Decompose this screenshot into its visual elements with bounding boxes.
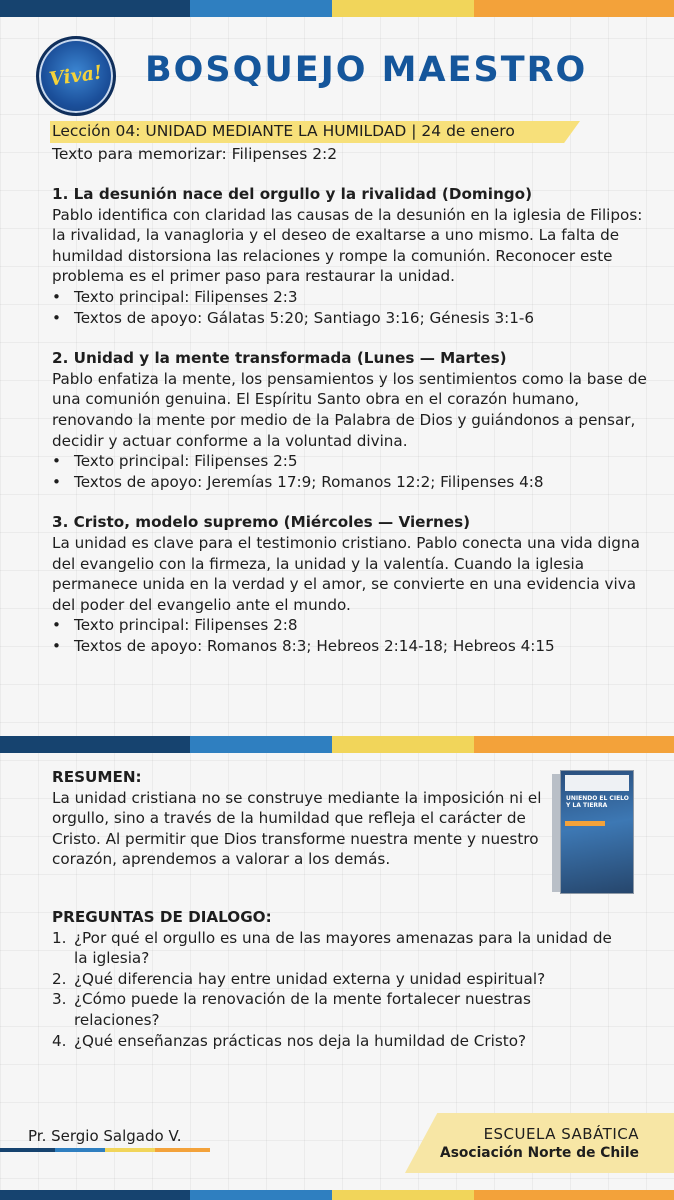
escuela-sabatica-logo (36, 36, 116, 116)
book-cover (560, 770, 634, 894)
logo-text: Viva! (48, 61, 104, 91)
top-color-stripe (0, 0, 674, 17)
question-number: 3. (52, 990, 67, 1009)
summary-body: La unidad cristiana no se construye mediante la imposición ni el orgullo, sino a través de la humildad que refleja el carácter de Cristo. Al permitir que Dios transforme nuestra mente y nuestro corazón, aprendemos a valorar a los demás. (52, 788, 542, 869)
book-cover-header (565, 775, 629, 791)
support-texts: • Textos de apoyo: Romanos 8:3; Hebreos 2:14-18; Hebreos 4:15 (52, 636, 652, 657)
question-item (52, 1031, 612, 1052)
school-name: ESCUELA SABÁTICA (483, 1125, 639, 1143)
support-texts: • Textos de apoyo: Gálatas 5:20; Santiago 3:16; Génesis 3:1-6 (52, 308, 652, 329)
book-cover-band (565, 821, 605, 826)
page-title: BOSQUEJO MAESTRO (145, 50, 588, 90)
section-heading: 3. Cristo, modelo supremo (Miércoles — Viernes) (52, 513, 471, 532)
question-item (52, 928, 612, 969)
section-references (52, 615, 652, 656)
question-text: ¿Cómo puede la renovación de la mente fortalecer nuestras relaciones? (74, 990, 531, 1029)
questions-list (52, 928, 612, 1052)
section-heading: 1. La desunión nace del orgullo y la rivalidad (Domingo) (52, 185, 533, 203)
signature-underline (0, 1148, 210, 1152)
main-text: • Texto principal: Filipenses 2:8 (52, 615, 652, 636)
section-body: La unidad es clave para el testimonio cristiano. Pablo conecta una vida digna del evangelio con la firmeza, la unidad y la valentía. Cuando la iglesia permanece unida en la verdad y el amor, se convierte en una evidencia viva del poder del evangelio ante el mundo. (52, 533, 640, 614)
bottom-color-stripe (0, 1190, 674, 1200)
question-item (52, 969, 612, 990)
question-text: ¿Qué enseñanzas prácticas nos deja la humildad de Cristo? (74, 1031, 527, 1050)
section-1 (52, 184, 652, 328)
author-signature: Pr. Sergio Salgado V. (28, 1127, 182, 1145)
question-number: 2. (52, 969, 67, 988)
lesson-sections (52, 184, 652, 676)
summary-block (52, 767, 552, 870)
question-text: ¿Por qué el orgullo es una de las mayores amenazas para la unidad de la iglesia? (74, 928, 612, 968)
section-references (52, 451, 652, 492)
section-body: Pablo identifica con claridad las causas de la desunión en la iglesia de Filipos: la rivalidad, la vanagloria y el deseo de exaltarse a uno mismo. La falta de humildad distorsiona las relaciones y rompe la comunión. Reconocer este problema es el primer paso para restaurar la unidad. (52, 205, 643, 286)
section-3 (52, 512, 652, 656)
question-text: ¿Qué diferencia hay entre unidad externa y unidad espiritual? (74, 969, 546, 988)
main-text: • Texto principal: Filipenses 2:3 (52, 287, 652, 308)
section-body: Pablo enfatiza la mente, los pensamientos y los sentimientos como la base de una comunión genuina. El Espíritu Santo obra en el corazón humano, renovando la mente por medio de la Palabra de Dios y guiándonos a pensar, decidir y actuar conforme a la voluntad divina. (52, 369, 647, 450)
discussion-questions (52, 907, 612, 1051)
book-cover-title: UNIENDO EL CIELO Y LA TIERRA (566, 795, 629, 809)
question-number: 1. (52, 928, 67, 947)
lesson-book-image (552, 770, 634, 894)
summary-heading: RESUMEN: (52, 768, 142, 786)
support-texts: • Textos de apoyo: Jeremías 17:9; Romanos 12:2; Filipenses 4:8 (52, 472, 652, 493)
section-heading: 2. Unidad y la mente transformada (Lunes — Martes) (52, 349, 507, 368)
footer-badge (405, 1113, 674, 1173)
main-text: • Texto principal: Filipenses 2:5 (52, 451, 652, 472)
question-number: 4. (52, 1031, 67, 1050)
section-2 (52, 348, 652, 492)
lesson-line: Lección 04: UNIDAD MEDIANTE LA HUMILDAD | 24 de enero (52, 122, 515, 140)
section-references (52, 287, 652, 328)
question-item (52, 989, 612, 1030)
association-name: Asociación Norte de Chile (440, 1145, 639, 1161)
middle-color-stripe (0, 736, 674, 753)
memory-verse: Texto para memorizar: Filipenses 2:2 (52, 145, 338, 163)
questions-heading: PREGUNTAS DE DIALOGO: (52, 908, 272, 926)
